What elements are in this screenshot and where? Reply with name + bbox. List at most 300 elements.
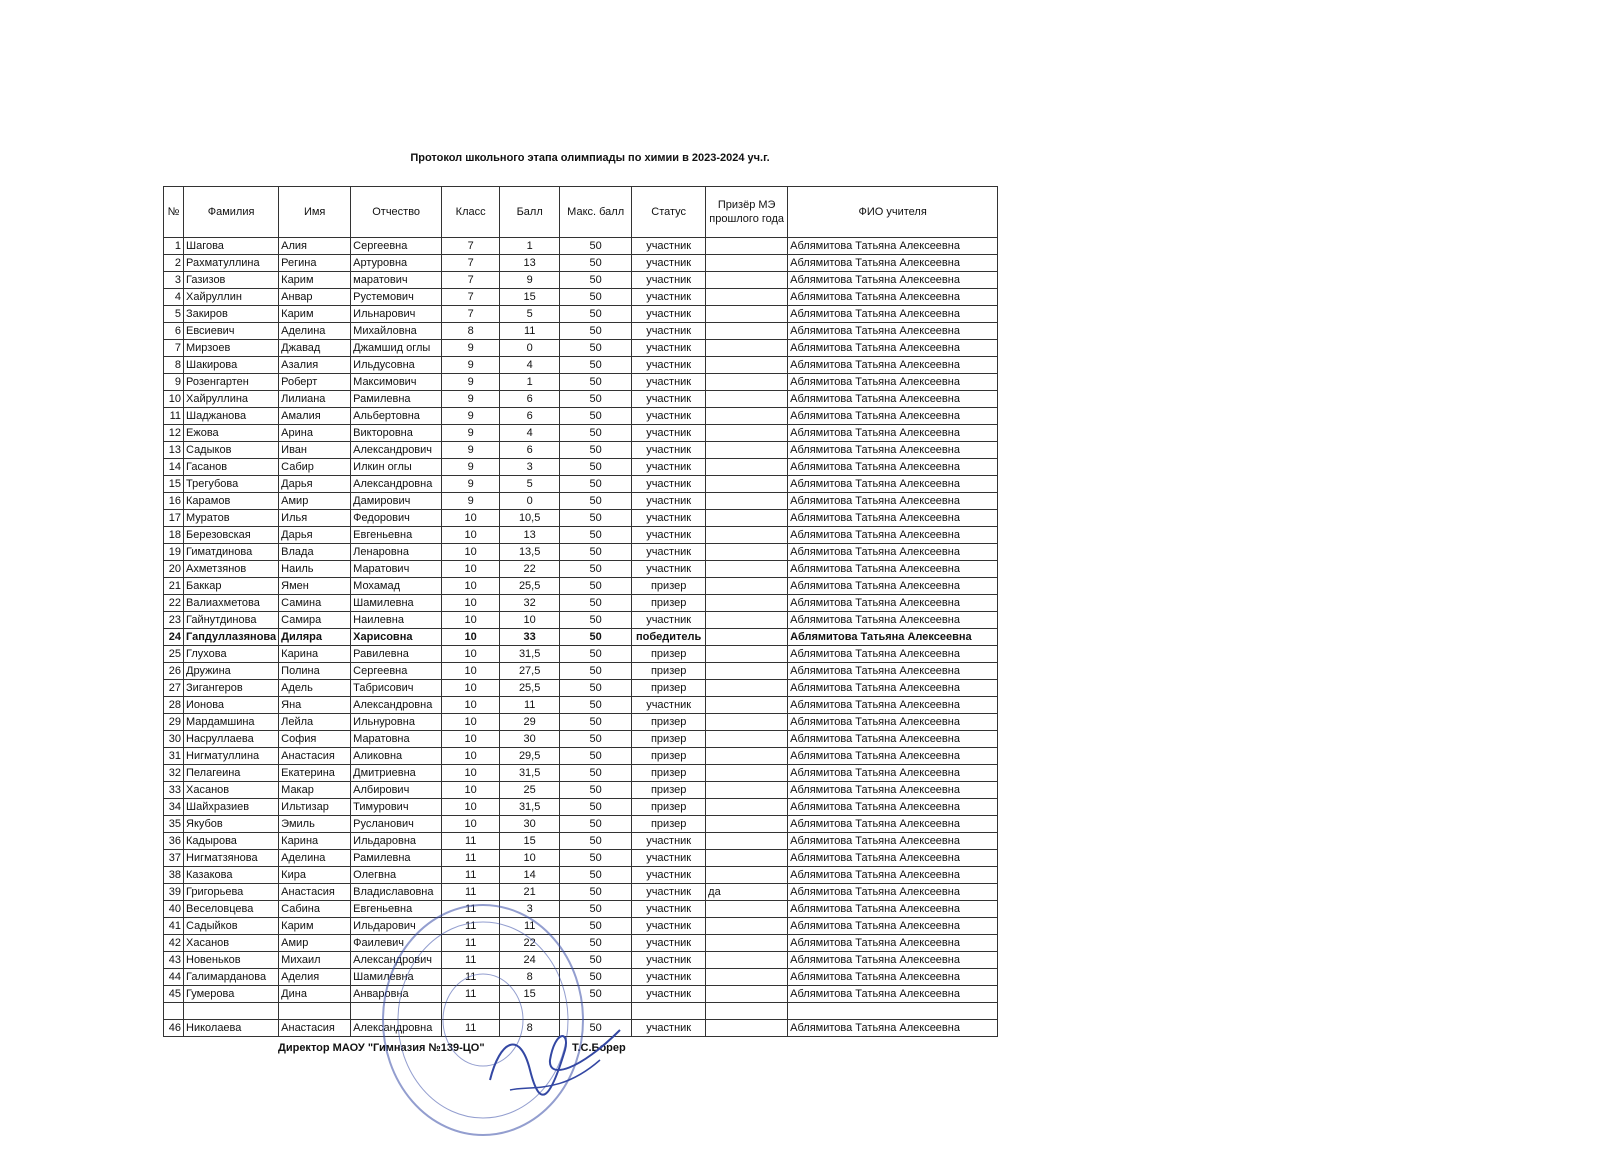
cell-first-name: Алия	[279, 238, 351, 255]
cell-prev-winner	[706, 595, 788, 612]
cell-row-number: 33	[164, 782, 184, 799]
cell-max-score: 50	[560, 272, 632, 289]
cell-first-name: Екатерина	[279, 765, 351, 782]
cell-first-name: Макар	[279, 782, 351, 799]
cell-grade: 9	[442, 374, 500, 391]
cell-surname: Хайруллин	[184, 289, 279, 306]
cell-patronymic: Альбертовна	[351, 408, 442, 425]
cell-patronymic: Фаилевич	[351, 935, 442, 952]
cell-prev-winner	[706, 918, 788, 935]
cell-prev-winner: да	[706, 884, 788, 901]
cell-status: призер	[632, 646, 706, 663]
cell-status: участник	[632, 527, 706, 544]
cell-grade: 10	[442, 663, 500, 680]
cell-score: 4	[500, 425, 560, 442]
cell-surname: Хасанов	[184, 935, 279, 952]
cell-first-name: Сабир	[279, 459, 351, 476]
cell-prev-winner	[706, 986, 788, 1003]
cell-row-number: 4	[164, 289, 184, 306]
cell-max-score: 50	[560, 952, 632, 969]
cell-max-score: 50	[560, 731, 632, 748]
cell-patronymic: Михайловна	[351, 323, 442, 340]
cell-max-score: 50	[560, 663, 632, 680]
cell-max-score: 50	[560, 850, 632, 867]
cell-row-number: 3	[164, 272, 184, 289]
cell-surname: Кадырова	[184, 833, 279, 850]
cell-row-number: 18	[164, 527, 184, 544]
cell-grade: 11	[442, 833, 500, 850]
table-header-row	[164, 187, 998, 238]
cell-prev-winner	[706, 629, 788, 646]
cell-grade: 10	[442, 595, 500, 612]
cell-prev-winner	[706, 867, 788, 884]
cell-status: призер	[632, 731, 706, 748]
signature-line: Директор МАОУ "Гимназия №139-ЦО"	[278, 1042, 485, 1054]
cell-prev-winner	[706, 646, 788, 663]
cell-first-name: Карим	[279, 272, 351, 289]
cell-patronymic: Александрович	[351, 952, 442, 969]
cell-prev-winner	[706, 493, 788, 510]
cell-grade: 10	[442, 561, 500, 578]
table-row	[164, 680, 998, 697]
cell-status: участник	[632, 697, 706, 714]
cell-teacher: Аблямитова Татьяна Алексеевна	[788, 340, 998, 357]
cell-status: участник	[632, 612, 706, 629]
cell-prev-winner	[706, 816, 788, 833]
cell-surname: Нигматзянова	[184, 850, 279, 867]
cell-max-score: 50	[560, 595, 632, 612]
table-row	[164, 425, 998, 442]
cell-grade: 9	[442, 357, 500, 374]
cell-surname: Хасанов	[184, 782, 279, 799]
cell-surname: Муратов	[184, 510, 279, 527]
cell-patronymic: Евгеньевна	[351, 901, 442, 918]
cell-max-score: 50	[560, 459, 632, 476]
table-row	[164, 714, 998, 731]
cell-grade: 10	[442, 782, 500, 799]
cell-surname: Евсиевич	[184, 323, 279, 340]
cell-first-name: Адель	[279, 680, 351, 697]
cell-prev-winner	[706, 306, 788, 323]
table-row	[164, 238, 998, 255]
cell-grade: 11	[442, 918, 500, 935]
cell-grade: 9	[442, 476, 500, 493]
cell-max-score: 50	[560, 476, 632, 493]
cell-status: участник	[632, 442, 706, 459]
cell-prev-winner	[706, 527, 788, 544]
cell-max-score: 50	[560, 561, 632, 578]
cell-patronymic: Русланович	[351, 816, 442, 833]
cell-status: призер	[632, 595, 706, 612]
cell-prev-winner	[706, 901, 788, 918]
cell-status: участник	[632, 476, 706, 493]
cell-surname: Шакирова	[184, 357, 279, 374]
table-row	[164, 578, 998, 595]
cell-status: победитель	[632, 629, 706, 646]
cell-status: призер	[632, 765, 706, 782]
cell-patronymic: Шамилевна	[351, 595, 442, 612]
cell-max-score: 50	[560, 901, 632, 918]
cell-first-name: Азалия	[279, 357, 351, 374]
cell-max-score: 50	[560, 629, 632, 646]
table-row	[164, 629, 998, 646]
cell-row-number: 42	[164, 935, 184, 952]
cell-status: участник	[632, 425, 706, 442]
cell-patronymic: Маратович	[351, 561, 442, 578]
table-row	[164, 374, 998, 391]
cell-row-number: 17	[164, 510, 184, 527]
cell-score: 22	[500, 561, 560, 578]
cell-status: участник	[632, 918, 706, 935]
cell-teacher: Аблямитова Татьяна Алексеевна	[788, 391, 998, 408]
cell-max-score: 50	[560, 255, 632, 272]
cell-patronymic: Олегвна	[351, 867, 442, 884]
cell-row-number: 24	[164, 629, 184, 646]
cell-score: 22	[500, 935, 560, 952]
cell-score: 14	[500, 867, 560, 884]
cell-grade: 11	[442, 850, 500, 867]
cell-grade: 11	[442, 935, 500, 952]
cell-teacher: Аблямитова Татьяна Алексеевна	[788, 476, 998, 493]
cell-score: 27,5	[500, 663, 560, 680]
cell-first-name: Полина	[279, 663, 351, 680]
cell-score: 25	[500, 782, 560, 799]
cell-score: 11	[500, 697, 560, 714]
table-row	[164, 323, 998, 340]
cell-status: участник	[632, 867, 706, 884]
cell-patronymic: Ленаровна	[351, 544, 442, 561]
cell-patronymic: Артуровна	[351, 255, 442, 272]
cell-teacher: Аблямитова Татьяна Алексеевна	[788, 748, 998, 765]
cell-grade: 10	[442, 612, 500, 629]
table-row	[164, 850, 998, 867]
cell-teacher: Аблямитова Татьяна Алексеевна	[788, 969, 998, 986]
cell-prev-winner	[706, 799, 788, 816]
cell-max-score: 50	[560, 714, 632, 731]
cell-first-name: Амир	[279, 935, 351, 952]
cell-teacher: Аблямитова Татьяна Алексеевна	[788, 442, 998, 459]
cell-first-name: Ямен	[279, 578, 351, 595]
cell-patronymic: Мохамад	[351, 578, 442, 595]
cell-grade: 10	[442, 731, 500, 748]
cell-max-score: 50	[560, 612, 632, 629]
cell-score: 6	[500, 408, 560, 425]
cell-score: 6	[500, 391, 560, 408]
cell-score: 25,5	[500, 680, 560, 697]
cell-grade: 11	[442, 1020, 500, 1037]
cell-row-number: 11	[164, 408, 184, 425]
table-row	[164, 765, 998, 782]
cell-patronymic: Александровна	[351, 697, 442, 714]
cell-first-name: Диляра	[279, 629, 351, 646]
cell-row-number: 2	[164, 255, 184, 272]
cell-score: 15	[500, 289, 560, 306]
cell-status: призер	[632, 799, 706, 816]
cell-first-name: Лейла	[279, 714, 351, 731]
cell-teacher: Аблямитова Татьяна Алексеевна	[788, 357, 998, 374]
cell-score: 13,5	[500, 544, 560, 561]
cell-row-number: 15	[164, 476, 184, 493]
cell-first-name: Лилиана	[279, 391, 351, 408]
cell-first-name: Эмиль	[279, 816, 351, 833]
cell-prev-winner	[706, 731, 788, 748]
cell-surname: Николаева	[184, 1020, 279, 1037]
cell-first-name: Самина	[279, 595, 351, 612]
cell-first-name: Кира	[279, 867, 351, 884]
col-header: Балл	[500, 187, 560, 238]
cell-patronymic: Наилевна	[351, 612, 442, 629]
cell-teacher: Аблямитова Татьяна Алексеевна	[788, 901, 998, 918]
cell-teacher: Аблямитова Татьяна Алексеевна	[788, 544, 998, 561]
table-row	[164, 255, 998, 272]
cell-max-score: 50	[560, 935, 632, 952]
cell-row-number: 16	[164, 493, 184, 510]
cell-score: 8	[500, 1020, 560, 1037]
table-row	[164, 357, 998, 374]
cell-teacher: Аблямитова Татьяна Алексеевна	[788, 238, 998, 255]
cell-patronymic: Евгеньевна	[351, 527, 442, 544]
cell-row-number: 36	[164, 833, 184, 850]
cell-prev-winner	[706, 765, 788, 782]
cell-status: участник	[632, 510, 706, 527]
cell-row-number: 26	[164, 663, 184, 680]
cell-grade: 11	[442, 884, 500, 901]
cell-grade: 10	[442, 714, 500, 731]
cell-first-name: Карина	[279, 646, 351, 663]
cell-max-score: 50	[560, 408, 632, 425]
cell-teacher: Аблямитова Татьяна Алексеевна	[788, 918, 998, 935]
cell-prev-winner	[706, 850, 788, 867]
cell-score: 1	[500, 238, 560, 255]
cell-surname: Ахметзянов	[184, 561, 279, 578]
cell-surname: Якубов	[184, 816, 279, 833]
cell-row-number: 32	[164, 765, 184, 782]
cell-status: участник	[632, 544, 706, 561]
cell-score: 29	[500, 714, 560, 731]
col-header: Имя	[279, 187, 351, 238]
cell-prev-winner	[706, 391, 788, 408]
cell-teacher: Аблямитова Татьяна Алексеевна	[788, 374, 998, 391]
table-row	[164, 510, 998, 527]
cell-max-score: 50	[560, 374, 632, 391]
cell-patronymic: Дмитриевна	[351, 765, 442, 782]
cell-teacher: Аблямитова Татьяна Алексеевна	[788, 782, 998, 799]
table-row	[164, 663, 998, 680]
cell-status: призер	[632, 578, 706, 595]
cell-grade: 7	[442, 272, 500, 289]
cell-teacher: Аблямитова Татьяна Алексеевна	[788, 612, 998, 629]
cell-first-name: Аделина	[279, 850, 351, 867]
cell-score: 13	[500, 255, 560, 272]
cell-surname: Мирзоев	[184, 340, 279, 357]
cell-row-number: 21	[164, 578, 184, 595]
cell-patronymic: Сергеевна	[351, 238, 442, 255]
cell-patronymic: Илкин оглы	[351, 459, 442, 476]
cell-surname: Розенгартен	[184, 374, 279, 391]
cell-teacher: Аблямитова Татьяна Алексеевна	[788, 595, 998, 612]
cell-teacher: Аблямитова Татьяна Алексеевна	[788, 561, 998, 578]
cell-grade: 10	[442, 646, 500, 663]
cell-status: призер	[632, 748, 706, 765]
cell-teacher: Аблямитова Татьяна Алексеевна	[788, 408, 998, 425]
cell-prev-winner	[706, 340, 788, 357]
cell-status: участник	[632, 952, 706, 969]
cell-patronymic: Ильдусовна	[351, 357, 442, 374]
cell-score: 15	[500, 833, 560, 850]
cell-row-number: 6	[164, 323, 184, 340]
cell-teacher: Аблямитова Татьяна Алексеевна	[788, 816, 998, 833]
table-row	[164, 646, 998, 663]
cell-score: 5	[500, 476, 560, 493]
cell-first-name: Карим	[279, 918, 351, 935]
cell-status: призер	[632, 782, 706, 799]
cell-score: 32	[500, 595, 560, 612]
cell-surname: Мардамшина	[184, 714, 279, 731]
cell-score: 1	[500, 374, 560, 391]
cell-status: участник	[632, 238, 706, 255]
cell-teacher: Аблямитова Татьяна Алексеевна	[788, 646, 998, 663]
cell-status: участник	[632, 374, 706, 391]
spacer-cell	[632, 1003, 706, 1020]
cell-score: 24	[500, 952, 560, 969]
cell-max-score: 50	[560, 816, 632, 833]
cell-surname: Газизов	[184, 272, 279, 289]
cell-grade: 11	[442, 901, 500, 918]
cell-patronymic: Равилевна	[351, 646, 442, 663]
table-row	[164, 391, 998, 408]
cell-status: участник	[632, 459, 706, 476]
page-title: Протокол школьного этапа олимпиады по химии в 2023-2024 уч.г.	[410, 152, 770, 164]
table-row	[164, 731, 998, 748]
cell-patronymic: Джамшид оглы	[351, 340, 442, 357]
table-row	[164, 799, 998, 816]
cell-row-number: 44	[164, 969, 184, 986]
cell-max-score: 50	[560, 442, 632, 459]
cell-status: участник	[632, 884, 706, 901]
cell-surname: Рахматуллина	[184, 255, 279, 272]
spacer-cell	[164, 1003, 184, 1020]
cell-grade: 9	[442, 442, 500, 459]
cell-surname: Дружина	[184, 663, 279, 680]
cell-max-score: 50	[560, 969, 632, 986]
table-row	[164, 272, 998, 289]
cell-surname: Закиров	[184, 306, 279, 323]
cell-score: 31,5	[500, 646, 560, 663]
cell-row-number: 12	[164, 425, 184, 442]
cell-prev-winner	[706, 561, 788, 578]
table-row	[164, 408, 998, 425]
cell-grade: 9	[442, 391, 500, 408]
cell-surname: Садыков	[184, 442, 279, 459]
cell-score: 0	[500, 493, 560, 510]
cell-grade: 11	[442, 969, 500, 986]
cell-teacher: Аблямитова Татьяна Алексеевна	[788, 697, 998, 714]
cell-score: 15	[500, 986, 560, 1003]
cell-row-number: 9	[164, 374, 184, 391]
cell-status: призер	[632, 680, 706, 697]
cell-surname: Ионова	[184, 697, 279, 714]
cell-row-number: 46	[164, 1020, 184, 1037]
cell-row-number: 45	[164, 986, 184, 1003]
cell-surname: Зигангеров	[184, 680, 279, 697]
cell-teacher: Аблямитова Татьяна Алексеевна	[788, 629, 998, 646]
cell-row-number: 19	[164, 544, 184, 561]
cell-max-score: 50	[560, 510, 632, 527]
table-row	[164, 527, 998, 544]
cell-max-score: 50	[560, 289, 632, 306]
cell-first-name: Анастасия	[279, 748, 351, 765]
cell-teacher: Аблямитова Татьяна Алексеевна	[788, 799, 998, 816]
cell-first-name: София	[279, 731, 351, 748]
cell-max-score: 50	[560, 578, 632, 595]
cell-patronymic: Александрович	[351, 442, 442, 459]
table-row	[164, 697, 998, 714]
col-header: Призёр МЭ прошлого года	[706, 187, 788, 238]
col-header: Класс	[442, 187, 500, 238]
cell-status: призер	[632, 663, 706, 680]
cell-prev-winner	[706, 578, 788, 595]
cell-status: участник	[632, 969, 706, 986]
cell-patronymic: Викторовна	[351, 425, 442, 442]
cell-patronymic: Рамилевна	[351, 850, 442, 867]
cell-surname: Гасанов	[184, 459, 279, 476]
cell-teacher: Аблямитова Татьяна Алексеевна	[788, 459, 998, 476]
table-row	[164, 612, 998, 629]
cell-row-number: 41	[164, 918, 184, 935]
cell-grade: 10	[442, 527, 500, 544]
cell-surname: Глухова	[184, 646, 279, 663]
cell-teacher: Аблямитова Татьяна Алексеевна	[788, 306, 998, 323]
cell-prev-winner	[706, 357, 788, 374]
table-row	[164, 442, 998, 459]
col-header: Отчество	[351, 187, 442, 238]
cell-status: участник	[632, 357, 706, 374]
cell-surname: Валиахметова	[184, 595, 279, 612]
cell-first-name: Амалия	[279, 408, 351, 425]
cell-grade: 10	[442, 816, 500, 833]
cell-patronymic: Албирович	[351, 782, 442, 799]
cell-teacher: Аблямитова Татьяна Алексеевна	[788, 255, 998, 272]
table-row	[164, 748, 998, 765]
spacer-cell	[706, 1003, 788, 1020]
cell-max-score: 50	[560, 646, 632, 663]
cell-prev-winner	[706, 680, 788, 697]
cell-status: участник	[632, 901, 706, 918]
cell-max-score: 50	[560, 238, 632, 255]
cell-row-number: 40	[164, 901, 184, 918]
cell-row-number: 30	[164, 731, 184, 748]
cell-surname: Новеньков	[184, 952, 279, 969]
cell-row-number: 29	[164, 714, 184, 731]
cell-teacher: Аблямитова Татьяна Алексеевна	[788, 527, 998, 544]
cell-grade: 10	[442, 510, 500, 527]
cell-score: 10	[500, 850, 560, 867]
cell-teacher: Аблямитова Татьяна Алексеевна	[788, 680, 998, 697]
cell-score: 29,5	[500, 748, 560, 765]
cell-patronymic: Дамирович	[351, 493, 442, 510]
cell-row-number: 35	[164, 816, 184, 833]
cell-first-name: Арина	[279, 425, 351, 442]
table-row	[164, 493, 998, 510]
cell-teacher: Аблямитова Татьяна Алексеевна	[788, 884, 998, 901]
cell-first-name: Ильтизар	[279, 799, 351, 816]
cell-max-score: 50	[560, 918, 632, 935]
cell-surname: Гапдуллазянова	[184, 629, 279, 646]
cell-prev-winner	[706, 544, 788, 561]
cell-teacher: Аблямитова Татьяна Алексеевна	[788, 510, 998, 527]
cell-first-name: Анастасия	[279, 1020, 351, 1037]
cell-row-number: 20	[164, 561, 184, 578]
